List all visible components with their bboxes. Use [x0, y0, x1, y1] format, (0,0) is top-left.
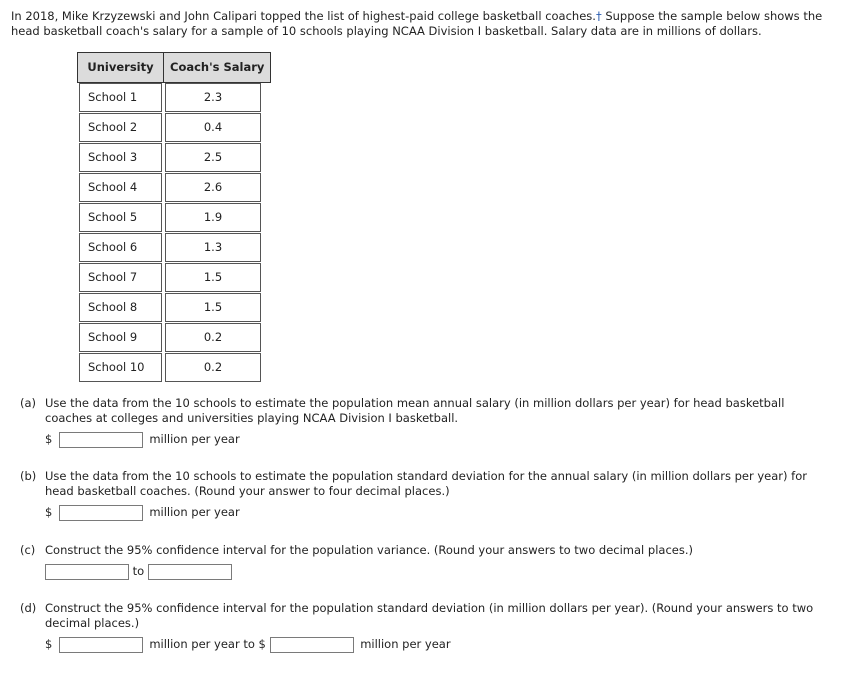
salary-value: 1.9: [165, 203, 261, 232]
part-b-answer-row: [45, 503, 830, 521]
part-b: [20, 469, 830, 521]
part-d: [20, 601, 830, 653]
university-cell: [78, 173, 164, 203]
university-cell: [78, 293, 164, 323]
salary-cell: [164, 83, 271, 113]
school-name: School 10: [79, 353, 162, 382]
salary-cell: [164, 353, 271, 383]
school-name: School 6: [79, 233, 162, 262]
salary-cell: [164, 143, 271, 173]
salary-value: 0.2: [165, 353, 261, 382]
dollar-sign: $: [45, 637, 53, 651]
university-cell: [78, 83, 164, 113]
table-header-row: [78, 53, 271, 83]
part-c-question: Construct the 95% confidence interval for the population variance. (Round your answers to two decimal places.): [45, 543, 693, 557]
unit-label: million per year: [149, 505, 240, 519]
salary-value: 2.3: [165, 83, 261, 112]
university-cell: [78, 113, 164, 143]
table-row: [78, 203, 271, 233]
salary-cell: [164, 173, 271, 203]
header-university: University: [78, 53, 164, 83]
intro-text-continued: Suppose the sample below shows the head basketball coach's salary for a sample of 10 schools playing NCAA Division I basketball. Salary data are in millions of dollars.: [11, 9, 823, 38]
salary-cell: [164, 263, 271, 293]
school-name: School 5: [79, 203, 162, 232]
part-c-answer-row: [45, 562, 830, 580]
table-row: [78, 173, 271, 203]
part-a-label: (a): [20, 396, 37, 410]
part-c: [20, 543, 830, 580]
table-row: [78, 323, 271, 353]
std-dev-lower-input[interactable]: [59, 637, 143, 653]
salary-cell: [164, 293, 271, 323]
school-name: School 9: [79, 323, 162, 352]
university-cell: [78, 233, 164, 263]
table-row: [78, 233, 271, 263]
salary-cell: [164, 203, 271, 233]
table-row: [78, 83, 271, 113]
table-row: [78, 263, 271, 293]
salary-cell: [164, 323, 271, 353]
variance-lower-input[interactable]: [45, 564, 129, 580]
mid-label: million per year to $: [149, 637, 266, 651]
std-dev-upper-input[interactable]: [270, 637, 354, 653]
salary-value: 1.5: [165, 263, 261, 292]
part-b-label: (b): [20, 469, 37, 483]
salary-value: 0.2: [165, 323, 261, 352]
mean-salary-input[interactable]: [59, 432, 143, 448]
part-b-question: Use the data from the 10 schools to estimate the population standard deviation for the annual salary (in million dollars per year) for head basketball coaches. (Round your answer to four decimal places.): [45, 469, 807, 498]
university-cell: [78, 203, 164, 233]
school-name: School 3: [79, 143, 162, 172]
school-name: School 2: [79, 113, 162, 142]
to-label: to: [132, 564, 145, 578]
school-name: School 7: [79, 263, 162, 292]
intro-text: In 2018, Mike Krzyzewski and John Calipari topped the list of highest-paid college basketball coaches.: [11, 9, 596, 23]
table-row: [78, 293, 271, 323]
part-a-question: Use the data from the 10 schools to estimate the population mean annual salary (in million dollars per year) for head basketball coaches at colleges and universities playing NCAA Division I basketball.: [45, 396, 785, 425]
part-d-question: Construct the 95% confidence interval for the population standard deviation (in million dollars per year). (Round your answers to two decimal places.): [45, 601, 814, 630]
part-d-label: (d): [20, 601, 37, 615]
part-c-label: (c): [20, 543, 36, 557]
part-d-answer-row: [45, 635, 830, 653]
school-name: School 1: [79, 83, 162, 112]
salary-value: 2.5: [165, 143, 261, 172]
salary-table-body: [78, 83, 271, 383]
problem-intro: [11, 9, 841, 39]
salary-value: 0.4: [165, 113, 261, 142]
dollar-sign: $: [45, 505, 53, 519]
school-name: School 8: [79, 293, 162, 322]
table-row: [78, 353, 271, 383]
university-cell: [78, 143, 164, 173]
school-name: School 4: [79, 173, 162, 202]
salary-value: 1.3: [165, 233, 261, 262]
std-dev-input[interactable]: [59, 505, 143, 521]
unit-label: million per year: [360, 637, 451, 651]
table-row: [78, 143, 271, 173]
variance-upper-input[interactable]: [148, 564, 232, 580]
unit-label: million per year: [149, 432, 240, 446]
salary-cell: [164, 233, 271, 263]
header-coach-salary: Coach's Salary: [164, 53, 271, 83]
salary-value: 1.5: [165, 293, 261, 322]
dollar-sign: $: [45, 432, 53, 446]
salary-table: [77, 52, 271, 383]
footnote-dagger-link[interactable]: †: [595, 9, 602, 23]
part-a: [20, 396, 830, 448]
university-cell: [78, 323, 164, 353]
part-a-answer-row: [45, 430, 830, 448]
salary-value: 2.6: [165, 173, 261, 202]
salary-cell: [164, 113, 271, 143]
university-cell: [78, 263, 164, 293]
university-cell: [78, 353, 164, 383]
table-row: [78, 113, 271, 143]
